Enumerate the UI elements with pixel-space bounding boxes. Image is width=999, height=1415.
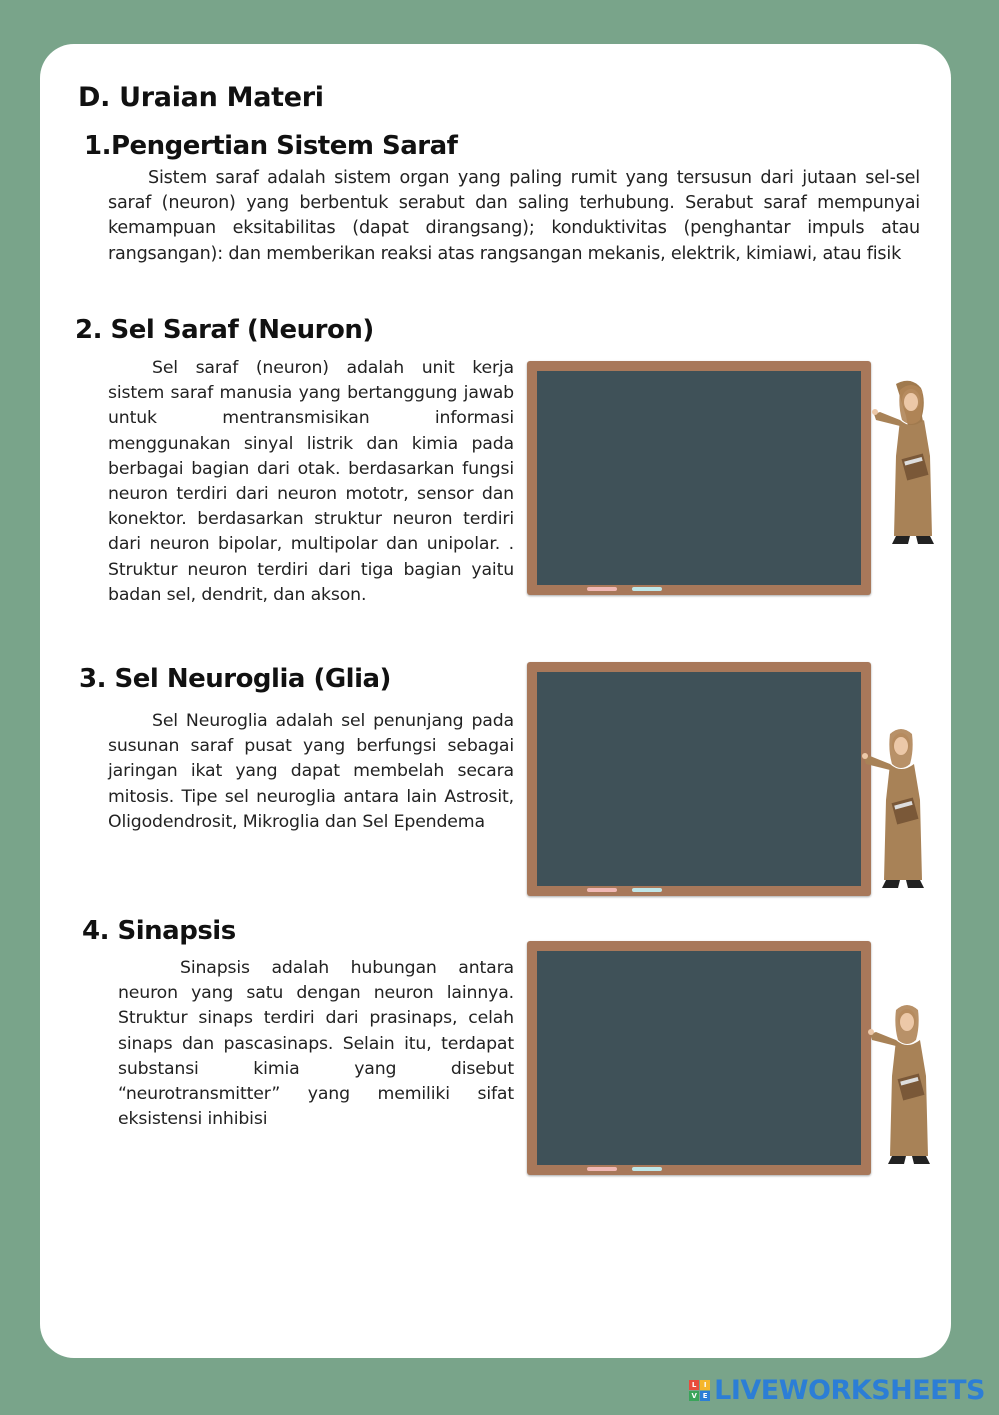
chalkboard-1[interactable]	[527, 361, 871, 595]
pink-chalk	[587, 888, 617, 892]
brand-name: LIVEWORKSHEETS	[714, 1375, 985, 1406]
liveworksheets-icon: L I V E	[689, 1380, 710, 1401]
teacher-illustration-3	[862, 996, 938, 1168]
section-2-body: Sel saraf (neuron) adalah unit kerja sistem saraf manusia yang bertanggung jawab untuk mentransmisikan informasi menggunakan sinyal listrik dan kimia pada berbagai bagian dari otak. berdasarkan fungsi neuron terdiri dari neuron mototr, sensor dan konektor. berdasarkan struktur neuron terdiri dari neuron bipolar, multipolar dan unipolar. . Struktur neuron terdiri dari tiga bagian yaitu badan sel, dendrit, dan akson.	[108, 358, 514, 605]
liveworksheets-logo[interactable]	[689, 1375, 985, 1406]
teacher-illustration-2	[856, 720, 932, 892]
section-2-title: 2. Sel Saraf (Neuron)	[75, 315, 374, 345]
section-4-title: 4. Sinapsis	[82, 916, 236, 946]
chalkboard-surface[interactable]	[537, 951, 861, 1165]
chalkboard-3[interactable]	[527, 941, 871, 1175]
teacher-illustration-1	[866, 376, 942, 548]
blue-chalk	[632, 888, 662, 892]
chalkboard-surface[interactable]	[537, 371, 861, 585]
section-3-title: 3. Sel Neuroglia (Glia)	[79, 664, 391, 694]
section-1-title: 1.Pengertian Sistem Saraf	[84, 131, 458, 161]
page-title: D. Uraian Materi	[78, 82, 324, 113]
blue-chalk	[632, 1167, 662, 1171]
blue-chalk	[632, 587, 662, 591]
section-1-body: Sistem saraf adalah sistem organ yang paling rumit yang tersusun dari jutaan sel-sel saraf (neuron) yang berbentuk serabut dan saling terhubung. Serabut saraf mempunyai kemampuan eksitabilitas (dapat dirangsang); konduktivitas (penghantar impuls atau rangsangan): dan memberikan reaksi atas rangsangan mekanis, elektrik, kimiawi, atau fisik	[108, 168, 920, 264]
chalkboard-2[interactable]	[527, 662, 871, 896]
pink-chalk	[587, 587, 617, 591]
chalkboard-surface[interactable]	[537, 672, 861, 886]
section-4-body: Sinapsis adalah hubungan antara neuron yang satu dengan neuron lainnya. Struktur sinaps terdiri dari prasinaps, celah sinaps dan pascasinaps. Selain itu, terdapat substansi kimia yang disebut “neurotransmitter” yang memiliki sifat eksistensi inhibisi	[118, 958, 514, 1130]
pink-chalk	[587, 1167, 617, 1171]
section-3-body: Sel Neuroglia adalah sel penunjang pada susunan saraf pusat yang berfungsi sebagai jaringan ikat yang dapat membelah secara mitosis. Tipe sel neuroglia antara lain Astrosit, Oligodendrosit, Mikroglia dan Sel Ependema	[108, 711, 514, 832]
